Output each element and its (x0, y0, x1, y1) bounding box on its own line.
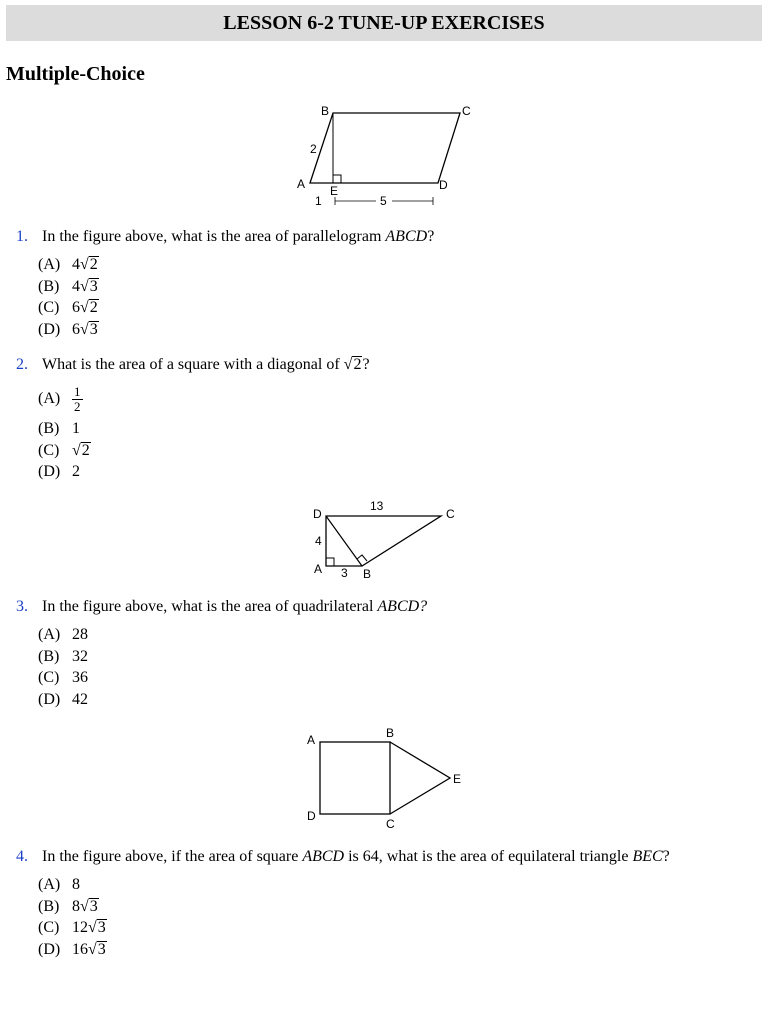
choice-letter: (B) (38, 277, 60, 295)
choice-radicand: 2 (81, 441, 90, 459)
label-seg-ed: 5 (380, 194, 387, 208)
question-text-italic: ABCD? (377, 598, 428, 615)
choices-1 (38, 254, 99, 340)
question-radicand: 2 (353, 356, 362, 373)
choice-b[interactable]: (B) 4√3 (38, 276, 99, 298)
choice-c[interactable]: (C) 12√3 (38, 917, 107, 939)
figure-quadrilateral (300, 495, 470, 585)
question-text-italic: BEC (632, 848, 663, 865)
choice-a[interactable]: (A) 4√2 (38, 254, 99, 276)
right-angle-mark-a (326, 558, 334, 566)
choice-coefficient: 4 (72, 277, 80, 295)
choice-value: 2 (72, 463, 80, 480)
question-text-end: ? (662, 848, 670, 865)
choice-value: 36 (72, 669, 88, 686)
choice-d[interactable]: (D) 16√3 (38, 939, 107, 961)
choice-c[interactable]: (C) √2 (38, 440, 91, 462)
question-text: In the figure above, what is the area of parallelogram (42, 228, 386, 245)
choice-radicand: 3 (89, 277, 98, 295)
choice-letter: (A) (38, 256, 61, 273)
right-angle-mark-b (357, 555, 367, 561)
choice-letter: (B) (38, 897, 60, 915)
square-shape (320, 742, 390, 814)
choice-letter: (A) (38, 626, 61, 643)
label-c: C (446, 507, 455, 521)
question-number: 3. (16, 598, 28, 615)
label-side-dc: 13 (370, 499, 384, 513)
choice-letter: (C) (38, 669, 60, 686)
question-text: In the figure above, what is the area of quadrilateral (42, 598, 378, 615)
choice-coefficient: 8 (72, 897, 80, 915)
label-side-ab: 2 (310, 142, 317, 156)
quadrilateral-shape (326, 516, 441, 566)
question-3 (16, 597, 427, 617)
choice-value: 32 (72, 647, 88, 665)
fraction-denominator: 2 (74, 398, 81, 414)
section-title: Multiple-Choice (6, 63, 145, 85)
choice-b[interactable] (38, 646, 88, 668)
choice-b[interactable] (38, 418, 91, 440)
choice-letter: (D) (38, 463, 61, 480)
label-e: E (330, 184, 339, 198)
choice-letter: (D) (38, 320, 61, 338)
choice-a[interactable] (38, 624, 88, 646)
choice-radicand: 3 (97, 919, 106, 936)
question-number: 1. (16, 228, 28, 245)
label-side-ab: 3 (341, 566, 348, 580)
choice-value: 42 (72, 690, 88, 708)
question-1 (16, 227, 434, 247)
question-text-end: ? (427, 228, 435, 245)
choices-4 (38, 874, 107, 960)
question-2: 2. What is the area of a square with a diagonal of √2? (16, 356, 370, 373)
question-text-end: ? (362, 356, 370, 373)
choice-radicand: 2 (89, 299, 98, 316)
label-a: A (297, 177, 306, 191)
label-c: C (462, 104, 471, 118)
question-number: 2. (16, 356, 28, 373)
lesson-header (6, 5, 762, 41)
choice-radicand: 3 (89, 320, 98, 338)
choice-letter: (C) (38, 299, 60, 316)
choice-letter: (A) (38, 876, 61, 893)
choice-letter: (D) (38, 690, 61, 708)
label-b: B (363, 567, 372, 581)
choice-letter: (C) (38, 441, 60, 459)
label-seg-ae: 1 (315, 194, 322, 208)
figure-square-triangle (300, 722, 475, 834)
choice-letter: (C) (38, 919, 60, 936)
figure-parallelogram (290, 100, 480, 212)
choice-coefficient: 16 (72, 940, 88, 958)
choice-d[interactable] (38, 689, 88, 711)
choice-coefficient: 6 (72, 320, 80, 338)
choice-coefficient: 4 (72, 256, 80, 273)
label-e: E (453, 772, 462, 786)
lesson-title: LESSON 6-2 TUNE-UP EXERCISES (223, 11, 545, 34)
choices-3 (38, 624, 88, 710)
label-c: C (386, 817, 395, 831)
question-text: In the figure above, if the area of square (42, 848, 303, 865)
choice-c[interactable]: (C) 6√2 (38, 297, 99, 319)
question-text: What is the area of a square with a diagonal of (42, 356, 344, 373)
label-a: A (314, 562, 323, 576)
choice-d[interactable]: (D) 6√3 (38, 319, 99, 341)
choice-a[interactable] (38, 874, 107, 896)
choice-c[interactable] (38, 667, 88, 689)
choice-b[interactable]: (B) 8√3 (38, 896, 107, 918)
label-a: A (307, 733, 316, 747)
choice-letter: (A) (38, 390, 61, 408)
choice-radicand: 3 (97, 940, 106, 958)
label-b: B (321, 104, 330, 118)
label-d: D (439, 178, 448, 192)
choice-value: 8 (72, 876, 80, 893)
label-d: D (307, 809, 316, 823)
label-d: D (313, 507, 322, 521)
question-text-italic: ABCD (385, 228, 428, 245)
question-text-italic: ABCD (302, 848, 345, 865)
question-text: is 64, what is the area of equilateral triangle (344, 848, 633, 865)
choice-d[interactable] (38, 461, 91, 483)
choice-letter: (D) (38, 940, 61, 958)
question-4 (16, 847, 670, 867)
choice-a[interactable] (38, 380, 91, 418)
choices-2 (38, 380, 91, 483)
right-angle-mark (333, 175, 341, 183)
choice-letter: (B) (38, 647, 60, 665)
choice-radicand: 2 (89, 256, 98, 273)
choice-value: 1 (72, 420, 80, 437)
choice-fraction (72, 385, 83, 414)
choice-radicand: 3 (89, 897, 98, 915)
fraction-numerator: 1 (74, 383, 81, 399)
choice-coefficient: 12 (72, 919, 88, 936)
choice-letter: (B) (38, 420, 60, 437)
label-side-da: 4 (315, 534, 322, 548)
label-b: B (386, 726, 395, 740)
triangle-shape (390, 742, 450, 814)
choice-coefficient: 6 (72, 299, 80, 316)
question-number: 4. (16, 848, 28, 865)
choice-value: 28 (72, 626, 88, 643)
